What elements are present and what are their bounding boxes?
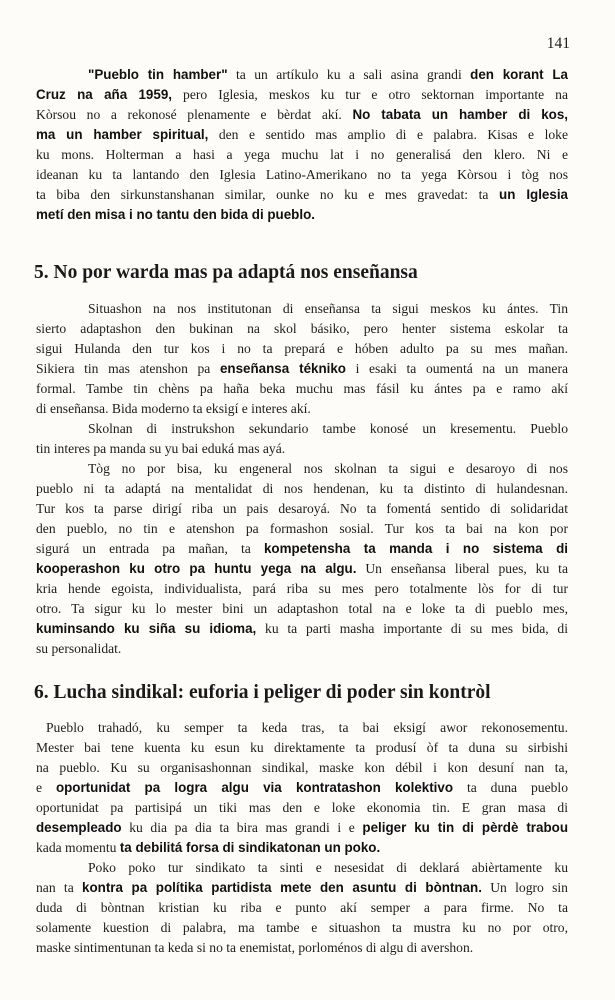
text-line [36,738,568,758]
text-run: ideanan ku ta lantando den Iglesia Latino-Amerikano no ta yega Kòrsou i tòg nos [36,167,568,182]
text-run: Situashon na nos institutonan di enseñansa ta sigui meskos ku ántes. Tin [88,301,568,316]
text-run: pueblo ni ta adaptá na mentalidat di nos hendenan, ku ta distinto di hulandesnan. [36,481,568,496]
bold-phrase: kuminsando ku siña su idioma, [36,621,257,636]
text-line [36,65,568,85]
text-run: ta duna pueblo [453,780,568,795]
text-run: Kòrsou no a rekonosé plenamente e bèrdat akí. [36,107,353,122]
text-run: Tòg no por bisa, ku engeneral nos skolnan ta sigui e desaroyo di nos [88,461,568,476]
text-run: otro. Ta sigur ku lo mester bini un adaptashon total na e loke ta di pueblo mes, [36,601,568,616]
text-line [36,419,568,439]
bold-phrase: No tabata un hamber di kos, [352,107,568,122]
text-run: Sikiera tin mas atenshon pa [36,361,220,376]
text-line [36,938,568,958]
text-run: maske sintimentunan ta keda si no ta enemistat, porloménos di algu di avershon. [36,940,474,955]
text-run: den pueblo, no tin e atenshon pa formashon sosial. Tur kos ta bai na kon por [36,521,568,536]
paragraph-adapta-ensenansa [36,299,568,659]
text-run: sierto adaptashon den bukinan na skol básiko, pero henter sistema eskolar ta [36,321,568,336]
bold-phrase: metí den misa i no tantu den bida di pueblo. [36,207,315,222]
text-line [36,599,568,619]
text-line [36,399,568,419]
text-line [36,379,568,399]
paragraph-lucha-sindikal [36,718,568,958]
text-line [36,559,568,579]
text-line [36,619,568,639]
text-line [36,539,568,559]
bold-phrase: Cruz na aña 1959, [36,87,172,102]
bold-phrase: oportunidat pa logra algu via kontratashon kolektivo [55,780,454,795]
bold-phrase: un Iglesia [499,187,568,202]
section-heading-6: 6. Lucha sindikal: euforia i peliger di poder sin kontròl [34,682,491,703]
text-line [36,459,568,479]
text-run: solamente kuestion di palabra, ma tambe e situashon ta mustra ku no por otro, [36,920,568,935]
text-run: Pueblo trahadó, ku semper ta keda tras, ta bai eksigí awor rekonosementu. [46,720,568,735]
text-line [36,205,568,225]
text-line [36,718,568,738]
bold-phrase: enseñansa tékniko [219,361,346,376]
text-run: kada momentu [36,840,120,855]
bold-phrase: peliger ku tin di pèrdè trabou [362,820,568,835]
page-number: 141 [546,35,570,52]
text-line [36,579,568,599]
text-line [36,439,568,459]
text-run: Poko poko tur sindikato ta sinti e nesesidat di deklará abièrtamente ku [88,860,568,875]
text-run: ta un artíkulo ku a sali asina grandi [227,67,471,82]
text-run: duda di bòntnan kristian ku riba e punto akí semper a para firme. No ta [36,900,568,915]
text-line [36,758,568,778]
text-run: nan ta [36,880,83,895]
section-heading-5: 5. No por warda mas pa adaptá nos enseñansa [34,262,418,283]
text-line [36,359,568,379]
text-run: den e sentido mas amplio di e palabra. Kisas e loke [208,127,568,142]
text-run: su personalidat. [36,641,122,656]
text-line [36,639,568,659]
text-run: Skolnan di instrukshon sekundario tambe konosé un kresementu. Pueblo [88,421,568,436]
bold-phrase: "Pueblo tin hamber" [88,67,228,82]
text-line [36,838,568,858]
text-run: e [36,780,56,795]
text-run: di enseñansa. Bida moderno ta eksigí e interes akí. [36,401,311,416]
text-line [36,818,568,838]
text-line [36,898,568,918]
text-line [36,918,568,938]
text-line [36,858,568,878]
bold-phrase: desempleado [36,820,122,835]
text-run: Un logro sin [481,880,568,895]
text-line [36,85,568,105]
bold-phrase: kooperashon ku otro pa huntu yega na algu. [36,561,357,576]
bold-phrase: kompetensha ta manda i no sistema di [263,541,568,556]
text-line [36,185,568,205]
text-line [36,878,568,898]
paragraph-pueblo-tin-hamber [36,65,568,225]
text-run: formal. Tambe tin chèns pa haña beka muchu mas fásil ku ántes pa e ramo akí [36,381,568,396]
bold-phrase: ta debilitá forsa di sindikatonan un poko. [119,840,381,855]
text-run: Tur kos ta parse dirigí riba un pais desaroyá. No ta fomentá sentido di solidaridat [36,501,568,516]
text-run: ta biba den sirkunstanshanan similar, ounke no ku e mes gravedat: ta [36,187,500,202]
text-run: i esaki ta oumentá na un manera [346,361,568,376]
bold-phrase: kontra pa polítika partidista mete den asuntu di bòntnan. [82,880,482,895]
text-run: na pueblo. Ku su organisashonnan sindikal, maske kon débil i kon desuní nan ta, [36,760,568,775]
text-line [36,299,568,319]
bold-phrase: ma un hamber spiritual, [36,127,209,142]
text-line [36,145,568,165]
text-run: ku ta parti masha importante di su mes bida, di [256,621,568,636]
text-run: Un enseñansa liberal pues, ku ta [356,561,568,576]
text-line [36,499,568,519]
text-line [36,778,568,798]
bold-phrase: den korant La [470,67,568,82]
text-line [36,105,568,125]
text-run: pero Iglesia, meskos ku tur e otro sektornan importante na [172,87,568,102]
text-run: Mester bai tene kuenta ku esun ku direktamente ta produsí òf ta duna su sirbishi [36,740,568,755]
text-line [36,165,568,185]
text-run: kria hende egoista, individualista, pará riba su mes pero totalmente lòs for di tur [36,581,568,596]
text-line [36,479,568,499]
text-run: sigui Hulanda den tur kos i no ta prepará e hóben adulto pa su mes mañan. [36,341,568,356]
text-line [36,798,568,818]
text-run: ku dia pa dia ta bira mas grandi i e [121,820,363,835]
text-line [36,319,568,339]
text-line [36,125,568,145]
text-run: ku mons. Holterman a hasi a yega muchu lat i no generalisá den klero. Ni e [36,147,568,162]
text-run: oportunidat pa partisipá un tiki mas den e loke ekonomia tin. E gran masa di [36,800,568,815]
text-run: sigurá un entrada pa mañan, ta [36,541,264,556]
text-run: tin interes pa manda su yu bai eduká mas ayá. [36,441,286,456]
text-line [36,339,568,359]
text-line [36,519,568,539]
